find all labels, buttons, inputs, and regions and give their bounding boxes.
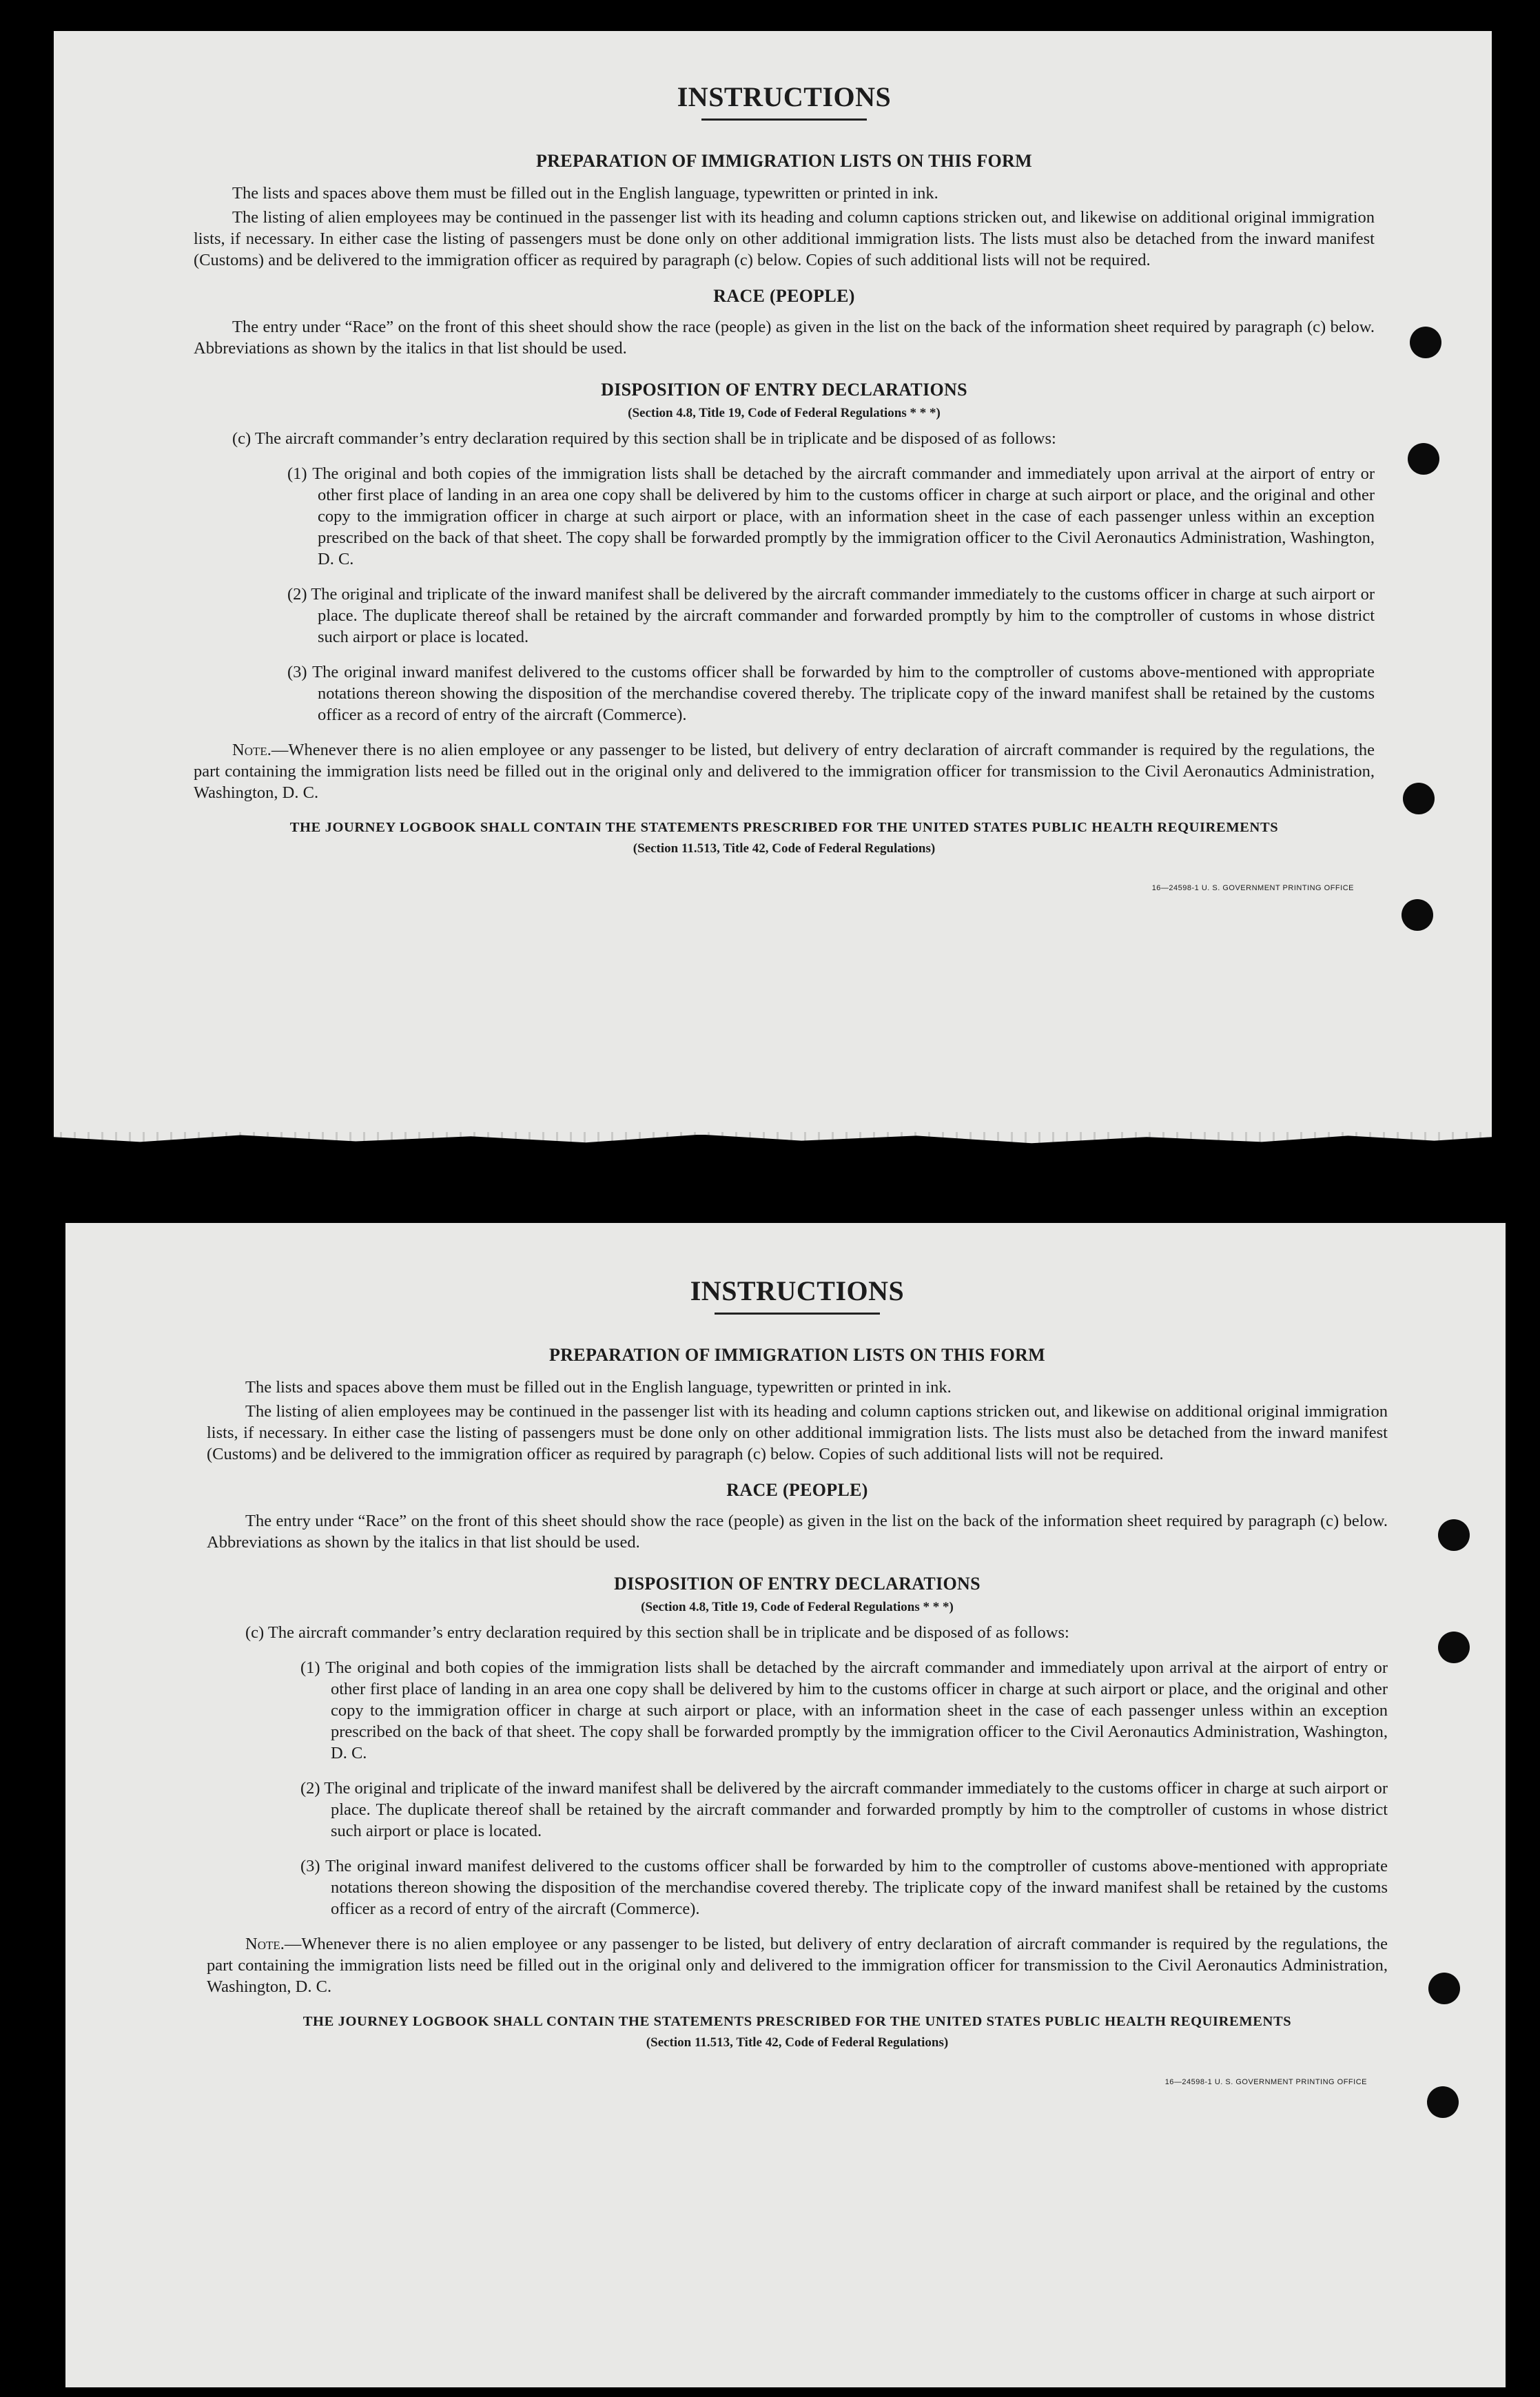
disposition-item-2: (2) The original and triplicate of the inward manifest shall be delivered by the aircraft commander immediately to the customs officer in charge at such airport or place. The duplicate thereof shall be retained by the aircraft commander and forwarded promptly by him to the comptroller of customs in whose district such airport or place is located. — [287, 585, 1375, 646]
disposition-subheading: (Section 4.8, Title 19, Code of Federal Regulations * * *) — [628, 406, 941, 420]
page-title: INSTRUCTIONS — [677, 81, 892, 112]
preparation-paragraph-2: The listing of alien employees may be continued in the passenger list with its heading and column captions stricken out, and likewise on additional original immigration lists, if necessary. In either case the listing of passengers must be done only on other additional immigration lists. The lists must also be detached from the inward manifest (Customs) and be delivered to the immigration officer as required by paragraph (c) below. Copies of such additional lists will not be required. — [194, 208, 1375, 269]
note-text: —Whenever there is no alien employee or any passenger to be listed, but delivery of entry declaration of aircraft commander is required by the regulations, the part containing the immigration lists need be filled out in the original only and delivered to the immigration officer for transmission to the Civil Aeronautics Administration, Washington, D. C. — [194, 741, 1375, 802]
race-heading: RACE (PEOPLE) — [713, 286, 855, 306]
note-label: Note. — [232, 741, 271, 759]
logbook-statement: THE JOURNEY LOGBOOK SHALL CONTAIN THE STATEMENTS PRESCRIBED FOR THE UNITED STATES PUBLIC HEALTH REQUIREMENTS — [289, 820, 1279, 835]
disposition-item-3: (3) The original inward manifest delivered to the customs officer shall be forwarded by him to the comptroller of customs above-mentioned with appropriate notations thereon showing the disposition of the merchandise covered thereby. The triplicate copy of the inward manifest shall be retained by the customs officer as a record of entry of the aircraft (Commerce). — [287, 663, 1375, 724]
race-heading: RACE (PEOPLE) — [726, 1480, 868, 1500]
race-paragraph: The entry under “Race” on the front of this sheet should show the race (people) as given in the list on the back of the information sheet required by paragraph (c) below. Abbreviations as shown by the italics in that list should be used. — [207, 1512, 1388, 1552]
logbook-subheading: (Section 11.513, Title 42, Code of Federal Regulations) — [633, 841, 936, 856]
sheet-content — [207, 1275, 1388, 2086]
instruction-sheet-top — [54, 31, 1492, 1135]
preparation-heading: PREPARATION OF IMMIGRATION LISTS ON THIS FORM — [549, 1345, 1045, 1365]
note-paragraph — [194, 739, 1375, 803]
punch-hole — [1402, 899, 1433, 931]
title-rule — [701, 119, 867, 121]
punch-hole — [1438, 1632, 1470, 1663]
punch-hole — [1410, 327, 1441, 358]
punch-hole — [1438, 1519, 1470, 1551]
disposition-item-1: (1) The original and both copies of the immigration lists shall be detached by the aircraft commander and immediately upon arrival at the airport of entry or other first place of landing in an area one copy shall be delivered by him to the customs officer in charge at such airport or place, and the original and other copy to the immigration officer in charge at such airport or place, with an information sheet in the case of each passenger unless within an exception prescribed on the back of that sheet. The copy shall be forwarded promptly by the immigration officer to the Civil Aeronautics Administration, Washington, D. C. — [300, 1658, 1388, 1762]
punch-hole — [1403, 783, 1435, 814]
race-paragraph: The entry under “Race” on the front of this sheet should show the race (people) as given in the list on the back of the information sheet required by paragraph (c) below. Abbreviations as shown by the italics in that list should be used. — [194, 318, 1375, 358]
page-title: INSTRUCTIONS — [690, 1275, 905, 1306]
disposition-item-3: (3) The original inward manifest delivered to the customs officer shall be forwarded by him to the comptroller of customs above-mentioned with appropriate notations thereon showing the disposition of the merchandise covered thereby. The triplicate copy of the inward manifest shall be retained by the customs officer as a record of entry of the aircraft (Commerce). — [300, 1857, 1388, 1918]
preparation-heading: PREPARATION OF IMMIGRATION LISTS ON THIS FORM — [536, 151, 1032, 171]
note-label: Note. — [245, 1935, 285, 1953]
note-text: —Whenever there is no alien employee or any passenger to be listed, but delivery of entry declaration of aircraft commander is required by the regulations, the part containing the immigration lists need be filled out in the original only and delivered to the immigration officer for transmission to the Civil Aeronautics Administration, Washington, D. C. — [207, 1935, 1388, 1996]
preparation-paragraph-1: The lists and spaces above them must be filled out in the English language, typewritten or printed in ink. — [245, 1378, 952, 1397]
bleed-through-text — [1446, 107, 1451, 130]
preparation-paragraph-1: The lists and spaces above them must be filled out in the English language, typewritten or printed in ink. — [232, 184, 938, 203]
punch-hole — [1427, 2086, 1459, 2118]
disposition-item-2: (2) The original and triplicate of the inward manifest shall be delivered by the aircraft commander immediately to the customs officer in charge at such airport or place. The duplicate thereof shall be retained by the aircraft commander and forwarded promptly by him to the comptroller of customs in whose district such airport or place is located. — [300, 1779, 1388, 1840]
instruction-sheet-bottom — [65, 1223, 1506, 2387]
sheet-content — [194, 81, 1375, 892]
logbook-statement: THE JOURNEY LOGBOOK SHALL CONTAIN THE STATEMENTS PRESCRIBED FOR THE UNITED STATES PUBLIC HEALTH REQUIREMENTS — [302, 2014, 1292, 2029]
printer-imprint: 16—24598-1 U. S. GOVERNMENT PRINTING OFFICE — [1164, 2078, 1367, 2086]
logbook-subheading: (Section 11.513, Title 42, Code of Federal Regulations) — [646, 2035, 949, 2050]
disposition-heading: DISPOSITION OF ENTRY DECLARATIONS — [614, 1574, 981, 1594]
title-rule — [715, 1313, 880, 1315]
printer-imprint: 16—24598-1 U. S. GOVERNMENT PRINTING OFFICE — [1151, 884, 1354, 892]
disposition-subheading: (Section 4.8, Title 19, Code of Federal Regulations * * *) — [641, 1600, 954, 1614]
punch-hole — [1428, 1973, 1460, 2004]
note-paragraph — [207, 1933, 1388, 1997]
disposition-paragraph-c: (c) The aircraft commander’s entry declaration required by this section shall be in triplicate and be disposed of as follows: — [232, 429, 1056, 448]
torn-edge — [54, 1132, 1492, 1144]
disposition-paragraph-c: (c) The aircraft commander’s entry declaration required by this section shall be in triplicate and be disposed of as follows: — [245, 1623, 1069, 1642]
disposition-item-1: (1) The original and both copies of the immigration lists shall be detached by the aircraft commander and immediately upon arrival at the airport of entry or other first place of landing in an area one copy shall be delivered by him to the customs officer in charge at such airport or place, and the original and other copy to the immigration officer in charge at such airport or place, with an information sheet in the case of each passenger unless within an exception prescribed on the back of that sheet. The copy shall be forwarded promptly by the immigration officer to the Civil Aeronautics Administration, Washington, D. C. — [287, 464, 1375, 568]
punch-hole — [1408, 443, 1439, 475]
preparation-paragraph-2: The listing of alien employees may be continued in the passenger list with its heading and column captions stricken out, and likewise on additional original immigration lists, if necessary. In either case the listing of passengers must be done only on other additional immigration lists. The lists must also be detached from the inward manifest (Customs) and be delivered to the immigration officer as required by paragraph (c) below. Copies of such additional lists will not be required. — [207, 1402, 1388, 1463]
disposition-heading: DISPOSITION OF ENTRY DECLARATIONS — [601, 380, 967, 400]
